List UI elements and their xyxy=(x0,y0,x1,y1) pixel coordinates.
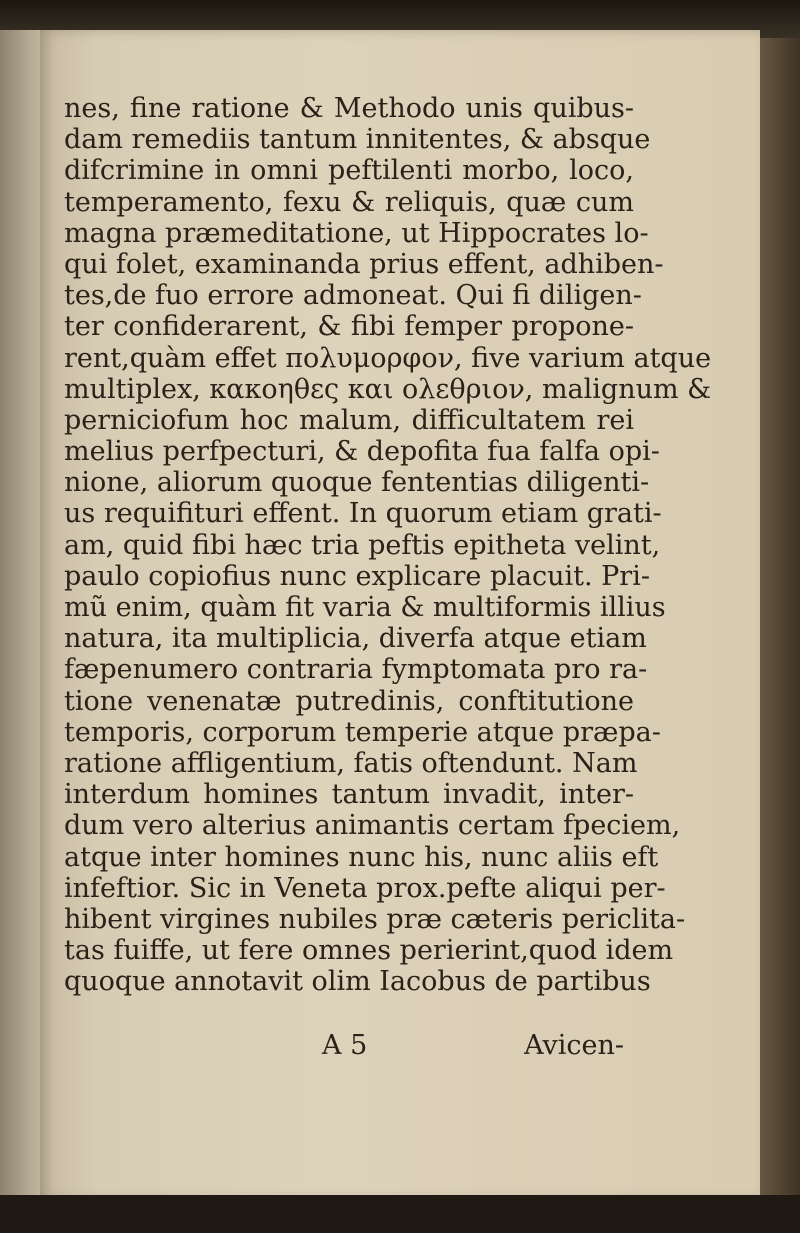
text-line: am, quid fibi hæc tria peftis epitheta velint, xyxy=(64,529,661,561)
text-line: nione, aliorum quoque fententias diligenti- xyxy=(64,467,650,499)
signature-mark: A 5 xyxy=(322,1030,368,1061)
text-line: magna præmeditatione, ut Hippocrates lo- xyxy=(64,217,649,249)
bottom-shadow xyxy=(0,1195,800,1233)
text-line: quoque annotavit olim Iacobus de partibus xyxy=(64,966,651,998)
text-line: us requifituri effent. In quorum etiam grati- xyxy=(64,498,662,530)
page-text xyxy=(64,93,712,998)
text-line: tes,de fuo errore admoneat. Qui fi diligen- xyxy=(64,280,642,312)
text-line: paulo copiofius nunc explicare placuit. Pri- xyxy=(64,560,650,592)
text-line: mũ enim, quàm fit varia & multiformis illius xyxy=(64,592,666,623)
text-line: fæpenumero contraria fymptomata pro ra- xyxy=(64,654,648,686)
text-line: dam remediis tantum innitentes, & absque xyxy=(64,124,651,156)
text-line: tione venenatæ putredinis, conftitutione xyxy=(64,685,634,717)
text-line: difcrimine in omni peftilenti morbo, loco, xyxy=(64,155,634,187)
text-line: ratione affligentium, fatis oftendunt. Nam xyxy=(64,747,638,779)
text-line: tas fuiffe, ut fere omnes perierint,quod idem xyxy=(64,935,674,967)
text-line: nes, fine ratione & Methodo unis quibus- xyxy=(64,93,634,124)
text-line: temporis, corporum temperie atque præpa- xyxy=(64,716,661,748)
text-line: qui folet, examinanda prius effent, adhiben- xyxy=(64,248,664,280)
text-line: ter confiderarent, & fibi femper propone- xyxy=(64,311,634,343)
text-line: multiplex, κακοηθες και ολεθριον, malignum & xyxy=(64,373,712,405)
text-line: temperamento, fexu & reliquis, quæ cum xyxy=(64,186,634,218)
text-line: natura, ita multiplicia, diverfa atque etiam xyxy=(64,623,647,655)
text-line: dum vero alterius animantis certam fpeciem, xyxy=(64,810,681,842)
text-line: melius perfpecturi, & depofita fua falfa opi- xyxy=(64,436,660,468)
text-line: interdum homines tantum invadit, inter- xyxy=(64,779,634,811)
text-line: atque inter homines nunc his, nunc aliis eft xyxy=(64,841,659,873)
text-line: perniciofum hoc malum, difficultatem rei xyxy=(64,404,634,436)
text-line: rent,quàm effet πολυμορφον, five varium atque xyxy=(64,342,712,374)
catchword: Avicen- xyxy=(524,1030,624,1061)
text-line: hibent virgines nubiles præ cæteris periclita- xyxy=(64,903,686,935)
text-line: infeftior. Sic in Veneta prox.pefte aliqui per- xyxy=(64,872,666,904)
page-edge xyxy=(755,38,800,1198)
